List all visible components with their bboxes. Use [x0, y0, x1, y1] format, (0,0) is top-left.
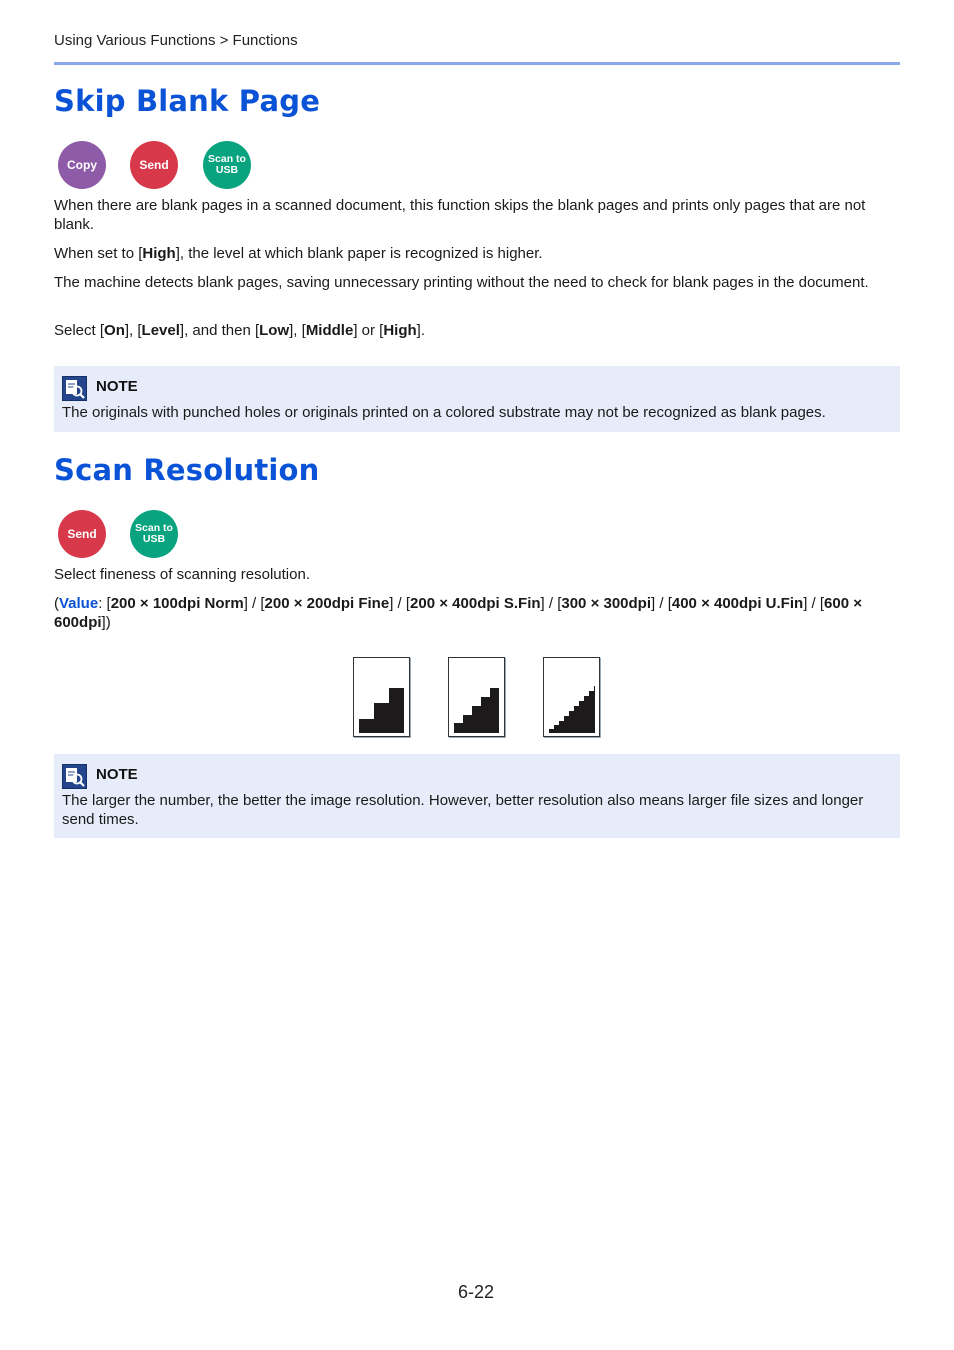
note-box	[54, 754, 900, 838]
paragraph: Select fineness of scanning resolution.	[54, 566, 310, 583]
resolution-medium-illustration	[448, 657, 505, 737]
scan-to-usb-badge: Scan to USB	[203, 141, 251, 189]
paragraph: When there are blank pages in a scanned document, this function skips the blank pages and prints only pages that are not blank.	[54, 197, 866, 233]
paragraph: The machine detects blank pages, saving unnecessary printing without the need to check for blank pages in the document.	[54, 274, 869, 291]
copy-badge: Copy	[58, 141, 106, 189]
send-badge: Send	[130, 141, 178, 189]
value-list: (Value: [200 × 100dpi Norm] / [200 × 200dpi Fine] / [200 × 400dpi S.Fin] / [300 × 300dpi] / [400 × 400dpi U.Fin] / [600 × 600dpi])	[54, 595, 862, 631]
note-title: NOTE	[96, 766, 138, 783]
paragraph: Select [On], [Level], and then [Low], [Middle] or [High].	[54, 322, 425, 339]
send-badge: Send	[58, 510, 106, 558]
page-number: 6-22	[458, 1282, 495, 1302]
resolution-low-illustration	[353, 657, 410, 737]
note-icon	[62, 376, 87, 401]
note-icon	[62, 764, 87, 789]
note-text: The originals with punched holes or originals printed on a colored substrate may not be recognized as blank pages.	[62, 404, 826, 421]
scan-to-usb-badge: Scan to USB	[130, 510, 178, 558]
section-title-skip-blank-page: Skip Blank Page	[54, 84, 321, 118]
note-box	[54, 366, 900, 432]
note-title: NOTE	[96, 378, 138, 395]
paragraph: When set to [High], the level at which blank paper is recognized is higher.	[54, 245, 543, 262]
note-text: The larger the number, the better the image resolution. However, better resolution also means larger file sizes and longer send times.	[62, 792, 864, 828]
section-title-scan-resolution: Scan Resolution	[54, 453, 320, 487]
breadcrumb: Using Various Functions > Functions	[54, 32, 298, 49]
resolution-high-illustration	[543, 657, 600, 737]
header-rule	[54, 62, 900, 65]
